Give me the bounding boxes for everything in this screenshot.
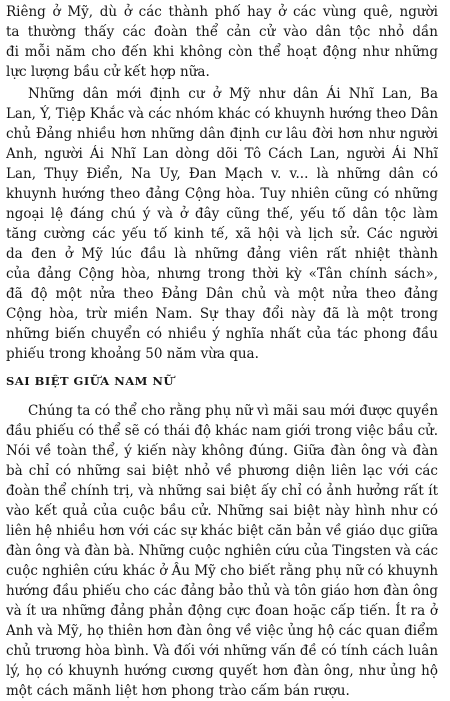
text-line: Lan, Thụy Điển, Na Uy, Đan Mạch v. v... là những dân có	[6, 166, 438, 182]
text-line: Anh và Mỹ, họ thiên hơn đàn ông về việc ủng hộ các quan điểm	[6, 623, 438, 639]
paragraph-1	[6, 2, 438, 82]
text-line: tăng cường các yếu tố kinh tế, xã hội và lịch sử. Các người	[6, 226, 438, 242]
text-line: liên hệ nhiều hơn với các sự khác biệt căn bản về giáo dục giữa	[6, 523, 438, 539]
text-line: đầu phiếu có thể sẽ có thái độ khác nam giới trong việc bầu cử.	[6, 423, 438, 439]
text-line: Nói về toàn thể, ý kiến này không đúng. Giữa đàn ông và đàn	[6, 443, 438, 459]
text-line: lý, họ có khuynh hướng cương quyết hơn đàn ông, như ủng hộ	[6, 663, 438, 679]
text-line: Lan, Ý, Tiệp Khắc và các nhóm khác có khuynh hướng theo Dân	[6, 106, 438, 122]
text-line: chủ Đảng nhiều hơn những dân định cư lâu đời hơn như người	[6, 126, 438, 142]
text-line: những biến chuyển có nhiều ý nghĩa nhất của tác phong đầu	[6, 326, 438, 342]
text-line: ngoại lệ đáng chú ý và ở đây cũng thế, yếu tố dân tộc làm	[6, 206, 438, 222]
text-line: chủ trương hòa bình. Và đối với những vấn đề có tính cách luân	[6, 643, 438, 659]
text-line: một cách mãnh liệt hơn phong trào cấm bán rượu.	[6, 683, 350, 699]
text-line: đàn ông và đàn bà. Những cuộc nghiên cứu của Tingsten và các	[6, 543, 438, 559]
text-line: cuộc nghiên cứu khác ở Âu Mỹ cho biết rằng phụ nữ có khuynh	[6, 563, 438, 579]
text-line: Anh, người Ái Nhĩ Lan dòng dõi Tô Cách Lan, người Ái Nhĩ	[6, 146, 438, 162]
text-line: lực lượng bầu cử kết hợp nữa.	[6, 64, 210, 80]
text-line: ta thường thấy các đoàn thể cản cử vào dân tộc nhỏ dần	[6, 24, 438, 40]
text-line: vào kết quả của cuộc bầu cử. Những sai biệt này hình như có	[6, 503, 438, 519]
text-line: khuynh hướng theo đảng Cộng hòa. Tuy nhiên cũng có những	[6, 186, 438, 202]
text-line: đã độ một nửa theo Đảng Dân chủ và một nửa theo đảng	[6, 286, 438, 302]
section-heading: SAI BIỆT GIỮA NAM NỮ	[6, 374, 174, 388]
text-line: đoàn thể chính trị, và những sai biệt ấy chỉ có ảnh hưởng rất ít	[6, 483, 438, 499]
text-line: hướng đầu phiếu cho các đảng bảo thủ và tôn giáo hơn đàn ông	[6, 583, 438, 599]
text-line: đi mỗi năm cho đến khi không còn thể hoạt động như những	[6, 44, 438, 60]
text-line: phiếu trong khoảng 50 năm vừa qua.	[6, 346, 259, 362]
text-line: và ít ưa những đảng phản động cực đoan hoặc cấp tiến. Ít ra ở	[6, 603, 438, 619]
text-line: của đảng Cộng hòa, nhưng trong thời kỳ «Tân chính sách»,	[6, 266, 438, 282]
text-line: bà chỉ có những sai biệt nhỏ về phương diện liên lạc với các	[6, 463, 438, 479]
paragraph-2	[6, 84, 438, 364]
text-line: Chúng ta có thể cho rằng phụ nữ vì mãi sau mới được quyền	[28, 403, 438, 419]
text-line: da đen ở Mỹ lúc đầu là những đảng viên rất nhiệt thành	[6, 246, 438, 262]
text-line: Những dân mới định cư ở Mỹ như dân Ái Nhĩ Lan, Ba	[28, 86, 438, 102]
text-line: Riêng ở Mỹ, dù ở các thành phố hay ở các vùng quê, người	[6, 4, 438, 20]
paragraph-3	[6, 401, 438, 701]
text-line: Cộng hòa, trừ miền Nam. Sự thay đổi này đã là một trong	[6, 306, 438, 322]
